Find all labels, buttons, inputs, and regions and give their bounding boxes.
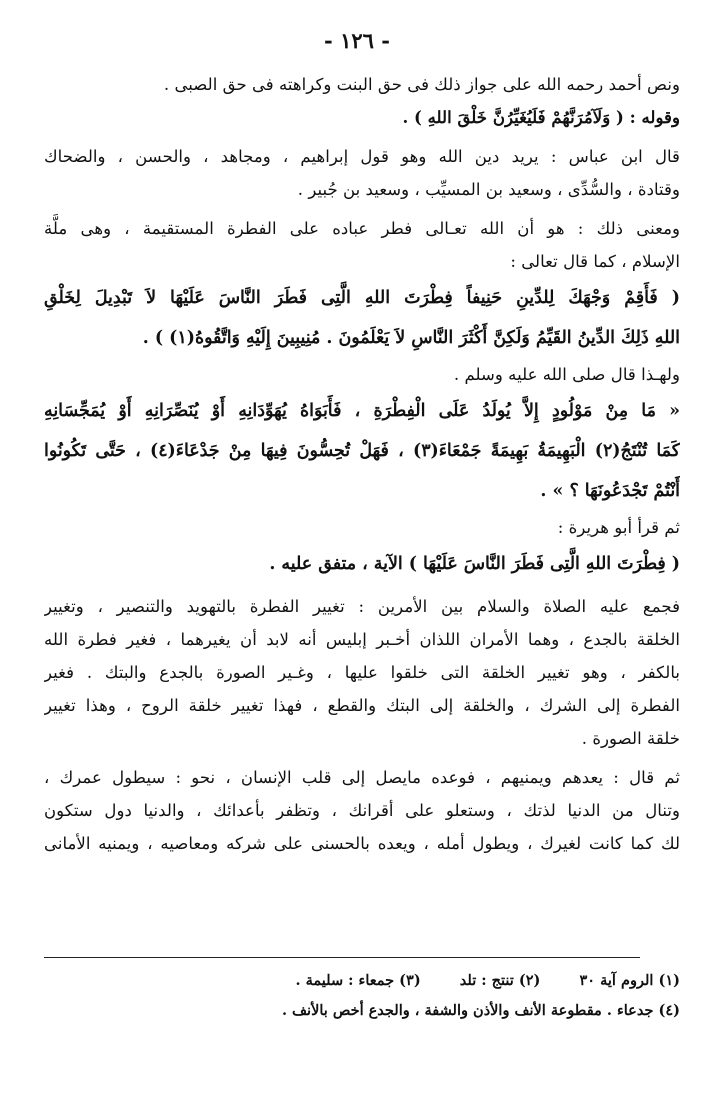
text-line: ولهـذا قال صلى الله عليه وسلم .	[453, 365, 680, 384]
page-number: - ١٢٦ -	[324, 28, 390, 53]
footnote-divider	[44, 957, 640, 958]
text-line: وقتادة ، والسُّدِّى ، وسعيد بن المسيِّب ، وسعيد بن جُبير .	[297, 180, 680, 199]
footnote-2: (٢) تنتج : تلد	[459, 972, 541, 989]
text-line: الإسلام ، كما قال تعالى :	[510, 252, 680, 271]
quote-line: ( فَأَقِمْ وَجْهَكَ لِلدِّينِ حَنِيفاً فِطْرَتَ اللهِ الَّتِى فَطَرَ النَّاسَ عَلَيْهَا لاَ تَبْدِيلَ لِخَلْقِ	[44, 288, 680, 308]
text-line: ومعنى ذلك : هو أن الله تعـالى فطر عباده على الفطرة المستقيمة ، وهى ملَّة	[44, 219, 680, 238]
quote-line: « مَا مِنْ مَوْلُودٍ إِلاَّ يُولَدُ عَلَى الْفِطْرَةِ ، فَأَبَوَاهُ يُهَوِّدَانِهِ أَوْ يُنَصِّرَانِهِ أَوْ يُمَجِّسَانِهِ	[44, 401, 680, 421]
text-line: ثم قرأ أبو هريرة :	[557, 518, 680, 537]
footnote-line	[110, 966, 680, 996]
quote-line: اللهِ ذَلِكَ الدِّينُ القَيِّمُ وَلَكِنَّ أَكْثَرَ النَّاسِ لاَ يَعْلَمُونَ . مُنِيبِينَ إِلَيْهِ وَاتَّقُوهُ(١) ) .	[142, 328, 680, 348]
footnote-1: (١) الروم آية ٣٠	[579, 972, 680, 989]
text-line: لك كما كانت لغيرك ، ويطول أمله ، ويعده بالحسنى على شركه ومعاصيه ، ويمنيه الأمانى	[44, 834, 680, 853]
text-line: ونص أحمد رحمه الله على جواز ذلك فى حق البنت وكراهته فى حق الصبى .	[163, 75, 680, 94]
text-line: الفطرة إلى الشرك ، والخلقة إلى البتك والقطع ، فهذا تغيير خلقة الروح ، وهذا تغيير	[44, 696, 680, 715]
text-line: ثم قال : يعدهم ويمنيهم ، فوعده مايصل إلى قلب الإنسان ، نحو : سيطول عمرك ،	[44, 768, 680, 787]
text-line: قال ابن عباس : يريد دين الله وهو قول إبراهيم ، ومجاهد ، والحسن ، والضحاك	[44, 147, 680, 166]
text-line: وتنال من الدنيا لذتك ، وستعلو على أقرانك ، وتظفر بأعدائك ، والدنيا دول ستكون	[44, 801, 680, 820]
quote-line: أَنْتُمْ تَجْدَعُونَهَا ؟ » .	[540, 481, 680, 501]
footnote-4: (٤) جدعاء . مقطوعة الأنف والأذن والشفة ، والجدع أخص بالأنف .	[281, 1002, 680, 1019]
text-line: الخلقة بالجدع ، وهما الأمران اللذان أخـبر إبليس أنه لابد أن يغيرهما ، فغير فطرة الله	[44, 630, 680, 649]
text-line: وقوله : ( وَلَآمُرَنَّهُمْ فَلَيُغَيِّرُنَّ خَلْقَ اللهِ ) .	[402, 107, 680, 127]
body-text	[44, 68, 680, 860]
text-line: بالكفر ، وهو تغيير الخلقة التى خلقوا عليها ، وغـير الصورة بالجدع والبتك . فغير	[44, 663, 680, 682]
footnotes	[110, 966, 680, 1026]
quote-line: ( فِطْرَتَ اللهِ الَّتِى فَطَرَ النَّاسَ عَلَيْهَا ) الآية ، متفق عليه .	[269, 554, 680, 574]
text-line: فجمع عليه الصلاة والسلام بين الأمرين : تغيير الفطرة بالتهويد والتنصير ، وتغيير	[44, 597, 680, 616]
footnote-3: (٣) جمعاء : سليمة .	[295, 972, 421, 989]
quote-line: كَمَا تُنْتَجُ(٢) الْبَهِيمَةُ بَهِيمَةً جَمْعَاءَ(٣) ، فَهَلْ تُحِسُّونَ فِيهَا مِنْ جَدْعَاءَ(٤) ، حَتَّى تَكُونُوا	[44, 441, 680, 461]
text-line: خلقة الصورة .	[581, 729, 680, 748]
